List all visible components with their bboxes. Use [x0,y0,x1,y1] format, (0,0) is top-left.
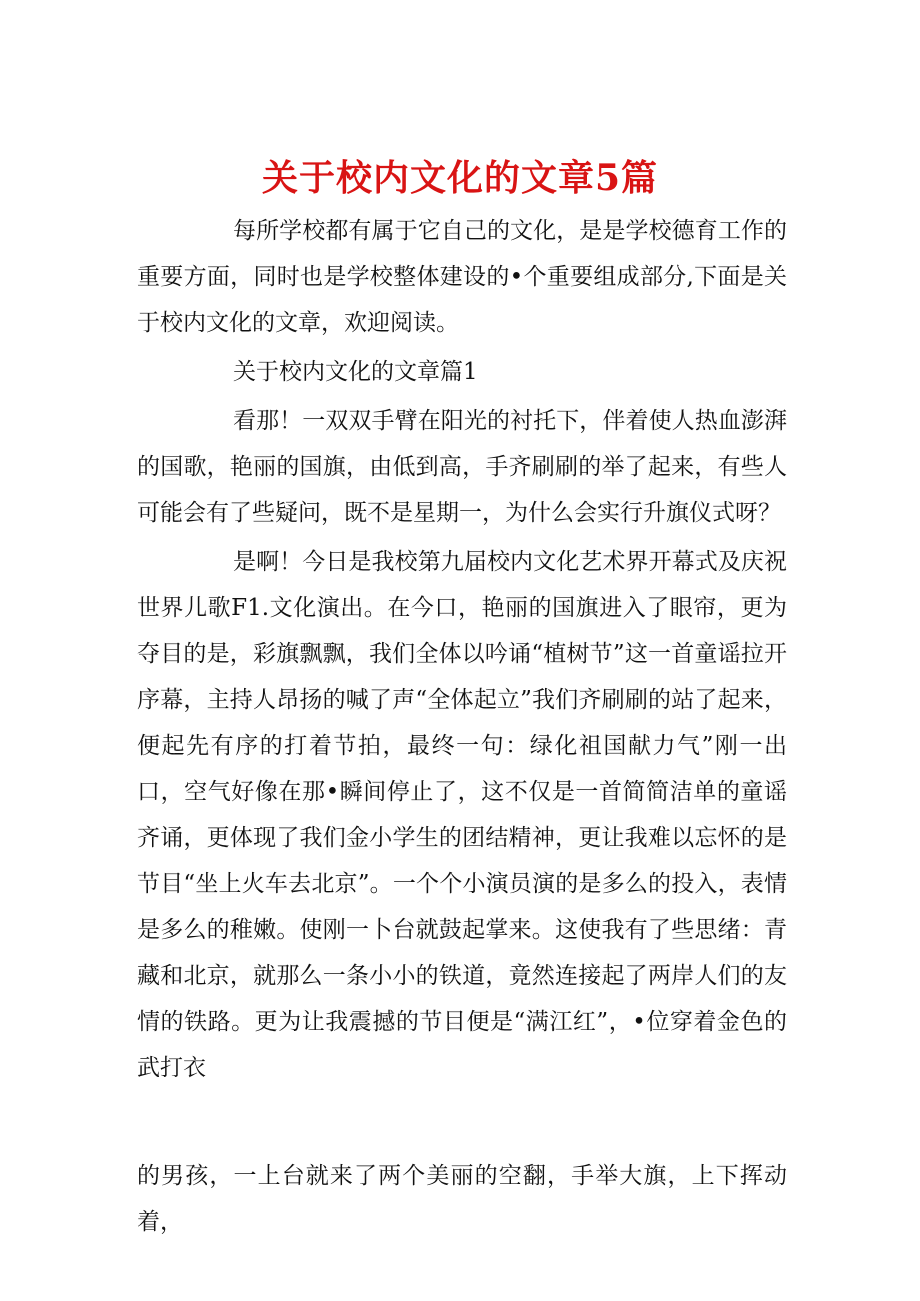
intro-paragraph: 每所学校都有属于它自己的文化，是是学校德育工作的重要方面，同时也是学校整体建设的•个重要组成部分,下面是关于校内文化的文章，欢迎阅读。 [137,218,787,336]
body-paragraph-2: 是啊！今日是我校第九届校内文化艺术界开幕式及庆祝世界儿歌F1.文化演出。在今口，艳丽的国旗进入了眼帘，更为夺目的是，彩旗飘飘，我们全体以吟诵“植树节”这一首童谣拉开序幕，主持人昂扬的喊了声“全体起立”我们齐刷刷的站了起来，便起先有序的打着节拍，最终一句：绿化祖国献力气”刚一出口，空气好像在那•瞬间停止了，这不仅是一首简简洁单的童谣齐诵，更体现了我们金小学生的团结精神，更让我难以忘怀的是节目“坐上火车去北京”。一个个小演员演的是多么的投入，表情是多么的稚嫩。使刚一卜台就鼓起掌来。这使我有了些思绪：青藏和北京，就那么一条小小的铁道，竟然连接起了两岸人们的友情的铁路。更为让我震撼的节目便是“满江红”，•位穿着金色的武打衣 [137,549,787,1081]
continuation-paragraph: 的男孩，一上台就来了两个美丽的空翻，手举大旗，上下挥动着， [137,1163,787,1235]
page-title: 关于校内文化的文章5篇 [261,157,659,200]
article-body [137,208,787,1245]
body-paragraph-1: 看那！一双双手臂在阳光的衬托下，伴着使人热血澎湃的国歌，艳丽的国旗，由低到高，手齐刷刷的举了起来，有些人可能会有了些疑问，既不是星期一，为什么会实行升旗仪式呀？ [137,408,787,526]
section-heading: 关于校内文化的文章篇1 [233,359,478,385]
